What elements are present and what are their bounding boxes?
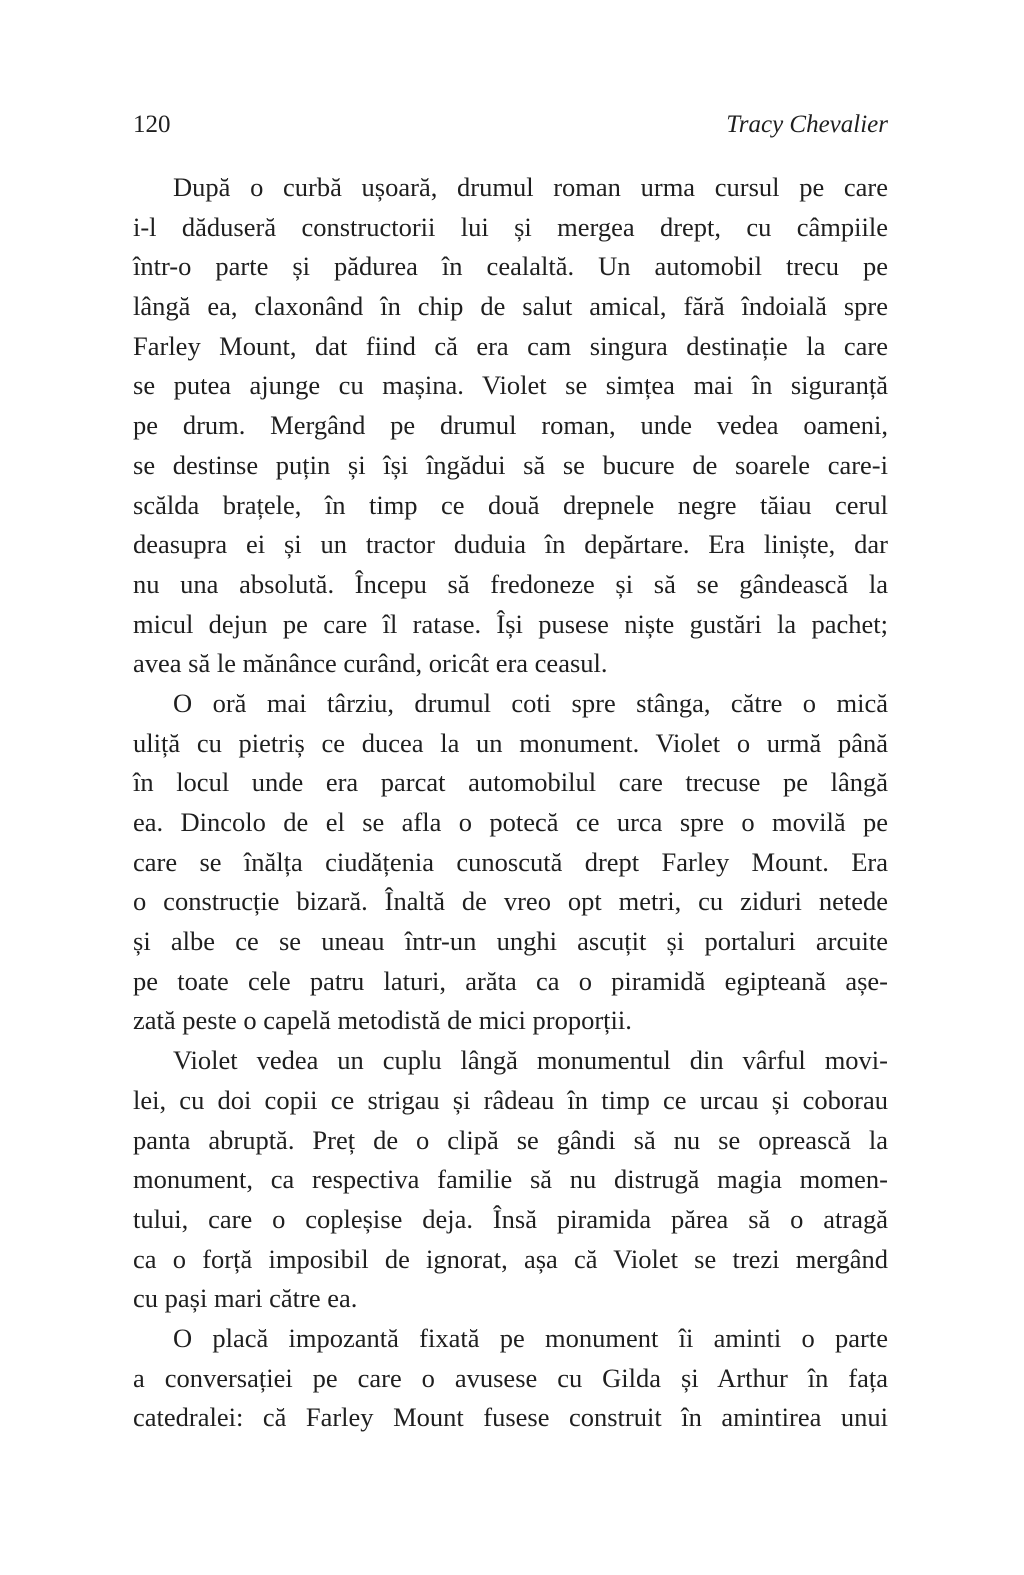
body-text [133,168,888,1438]
text-line: zată peste o capelă metodistă de mici proporții. [133,1005,632,1036]
text-line: micul dejun pe care îl ratase. Își pusese niște gustări la pachet; [133,608,888,639]
text-line: pe drum. Mergând pe drumul roman, unde vedea oameni, [133,410,888,441]
text-line: se destinse puțin și își îngădui să se bucure de soarele care-i [133,449,888,480]
text-line: monument, ca respectiva familie să nu distrugă magia momen- [133,1164,888,1195]
text-line: catedralei: că Farley Mount fusese construit în amintirea unui [133,1402,888,1433]
text-line: panta abruptă. Preț de o clipă se gândi să nu se oprească la [133,1124,888,1155]
running-header [133,106,888,144]
running-head-author: Tracy Chevalier [726,111,888,138]
text-line: pe toate cele patru laturi, arăta ca o piramidă egipteană așe- [133,965,888,996]
text-line: cu pași mari către ea. [133,1283,358,1314]
text-line: a conversației pe care o avusese cu Gilda și Arthur în fața [133,1362,888,1393]
text-line: O oră mai târziu, drumul coti spre stânga, către o mică [173,687,888,718]
text-line: Violet vedea un cuplu lângă monumentul din vârful movi- [173,1045,888,1076]
paragraph [133,1319,888,1438]
text-line: tului, care o copleșise deja. Însă piramida părea să o atragă [133,1203,888,1234]
text-line: lei, cu doi copii ce strigau și râdeau în timp ce urcau și coborau [133,1084,888,1115]
text-line: care se înălța ciudățenia cunoscută drept Farley Mount. Era [133,846,888,877]
text-line: După o curbă ușoară, drumul roman urma cursul pe care [173,172,888,202]
text-line: avea să le mănânce curând, oricât era ceasul. [133,648,608,679]
paragraph [133,168,888,684]
text-line: uliță cu pietriș ce ducea la un monument. Violet o urmă până [133,727,888,758]
page-number: 120 [133,111,171,138]
text-line: se putea ajunge cu mașina. Violet se simțea mai în siguranță [133,370,888,401]
text-line: scălda brațele, în timp ce două drepnele negre tăiau cerul [133,489,888,520]
text-line: Farley Mount, dat fiind că era cam singura destinație la care [133,330,888,361]
text-line: ca o forță imposibil de ignorat, așa că Violet se trezi mergând [133,1243,888,1274]
text-line: i-l dăduseră constructorii lui și mergea drept, cu câmpiile [133,211,888,242]
text-line: ea. Dincolo de el se afla o potecă ce urca spre o movilă pe [133,807,888,837]
paragraph [133,1041,888,1319]
text-line: nu una absolută. Începu să fredoneze și să se gândească la [133,568,888,599]
text-line: o construcție bizară. Înaltă de vreo opt metri, cu ziduri netede [133,886,888,917]
text-line: deasupra ei și un tractor duduia în depărtare. Era liniște, dar [133,529,888,560]
text-line: lângă ea, claxonând în chip de salut amical, fără îndoială spre [133,291,888,322]
text-line: și albe ce se uneau într-un unghi ascuțit și portaluri arcuite [133,926,888,957]
text-line: într-o parte și pădurea în cealaltă. Un automobil trecu pe [133,251,888,282]
paragraph [133,684,888,1041]
text-line: în locul unde era parcat automobilul care trecuse pe lângă [133,767,888,798]
text-line: O placă impozantă fixată pe monument îi aminti o parte [173,1322,888,1353]
